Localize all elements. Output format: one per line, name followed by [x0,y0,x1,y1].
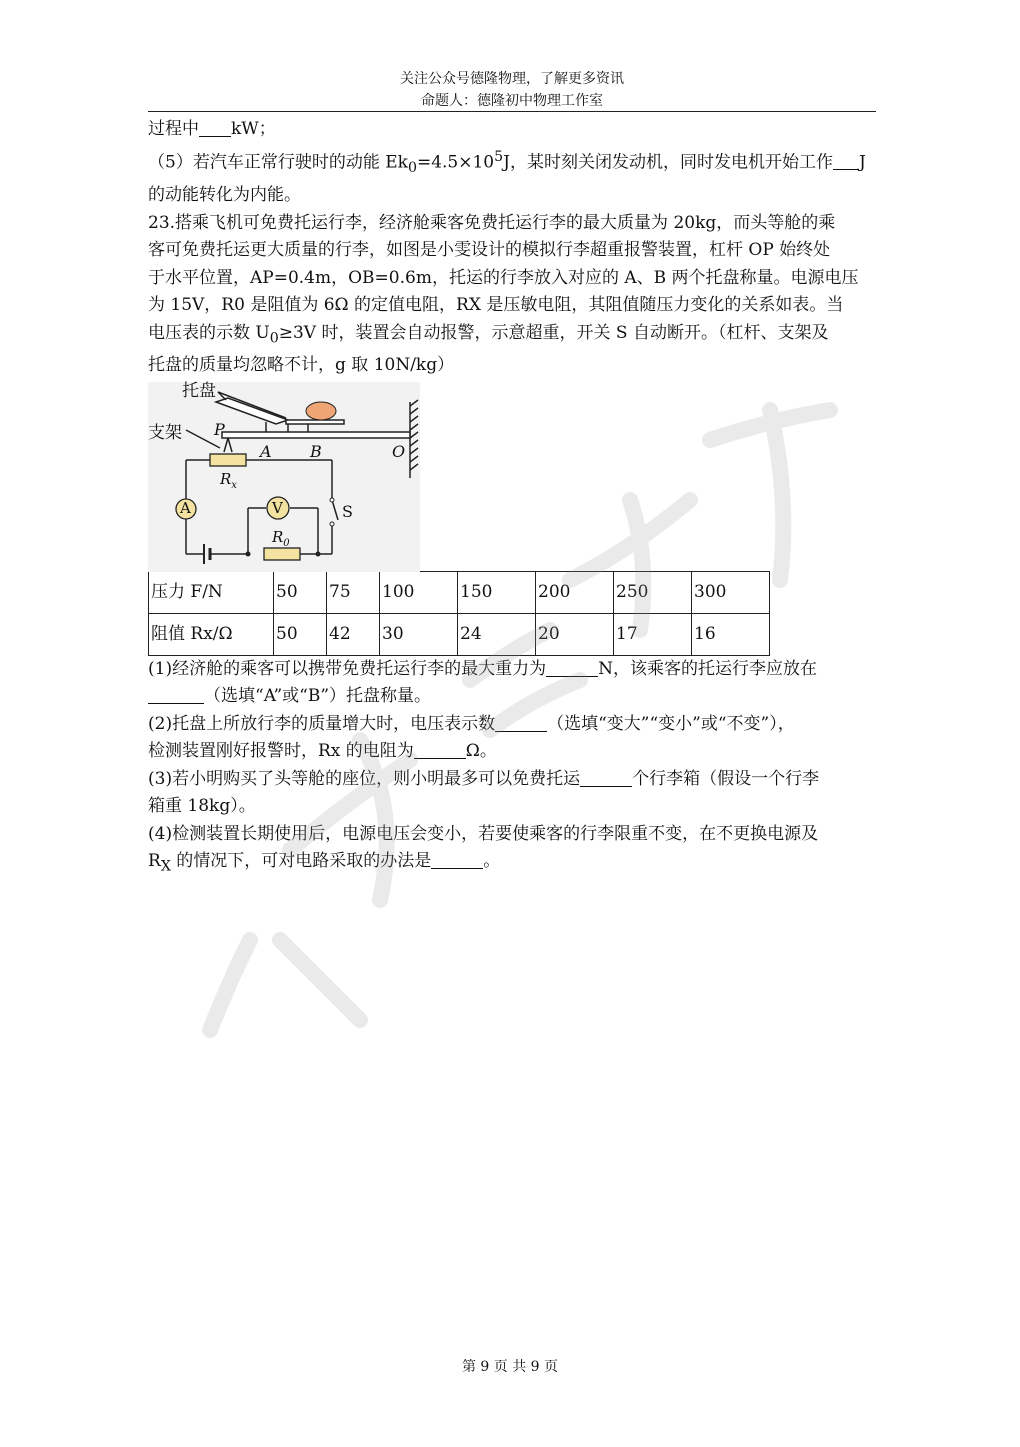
label-b: B [310,441,322,461]
label-switch: S [342,501,353,521]
label-tray: 托盘 [182,380,216,401]
question-3-line-1 [148,766,878,794]
table-cell: 20 [536,613,614,655]
text: （选填“变大”“变小”或“不变”）， [547,713,795,734]
answer-blank [495,711,547,732]
voltmeter-label: V [272,498,283,517]
prev-line-1 [148,116,878,144]
page-content [148,116,878,881]
answer-blank [414,738,466,759]
label-o: O [392,441,406,461]
text: 个行李箱（假设一个行李 [632,768,820,789]
q23-line-2: 客可免费托运更大质量的行李，如图是小雯设计的模拟行李超重报警装置，杠杆 OP 始终处 [148,240,831,261]
superscript: 5 [494,148,504,165]
text: ≥3V 时，装置会自动报警，示意超重，开关 S 自动断开。（杠杆、支架及 [278,322,829,343]
text: kW； [231,119,276,139]
pressure-resistance-table [148,571,770,656]
text: 电压表的示数 U [148,322,270,343]
text: N，该乘客的托运行李应放在 [598,658,817,679]
subscript: X [160,858,171,875]
question-4-line-2 [148,848,878,881]
table-cell: 50 [274,613,327,655]
label-bracket: 支架 [148,422,182,443]
answer-blank [148,683,204,704]
label-r0 [272,524,290,558]
answer-blank [199,116,231,137]
q23-line-3: 于水平位置，AP=0.4m，OB=0.6m，托运的行李放入对应的 A、B 两个托盘称量。电源电压 [148,267,859,288]
table-cell: 100 [380,571,458,613]
question-3-line-2: 箱重 18kg）。 [148,796,256,817]
question-2-line-2 [148,738,878,766]
text: 的情况下，可对电路采取的办法是 [170,851,432,872]
q23-line-4: 为 15V，R0 是阻值为 6Ω 的定值电阻，RX 是压敏电阻，其阻值随压力变化的关系如表。当 [148,295,844,316]
table-cell: 阻值 Rx/Ω [149,613,274,655]
question-2-line-1 [148,711,878,739]
text: J，某时刻关闭发动机，同时发电机开始工作 [503,152,833,173]
text: J [858,152,866,173]
table-cell: 42 [327,613,380,655]
table-cell: 300 [692,571,770,613]
page-footer: 第 9 页 共 9 页 [461,1359,559,1375]
table-cell: 24 [458,613,536,655]
text: (3)若小明购买了头等舱的座位，则小明最多可以免费托运 [148,768,581,789]
prev-line-3: 的动能转化为内能。 [148,185,301,206]
text: (2)托盘上所放行李的质量增大时，电压表示数 [148,713,496,734]
text: (1)经济舱的乘客可以携带免费托运行李的最大重力为 [148,658,547,679]
label-a: A [260,441,272,461]
answer-blank [580,766,632,787]
text: （5）若汽车正常行驶时的动能 Ek [148,152,408,173]
header-line-2: 命题人：德隆初中物理工作室 [421,93,603,109]
answer-blank [431,848,483,869]
table-cell: 250 [614,571,692,613]
text: Ω。 [465,741,497,762]
label-rx [220,466,237,500]
table-cell: 150 [458,571,536,613]
text: （选填“A”或“B”）托盘称量。 [204,686,432,707]
question-1-line-1 [148,656,878,684]
circuit-figure [148,382,420,572]
table-row [149,613,770,655]
text: 过程中 [148,119,199,139]
table-row [149,571,770,613]
table-cell: 75 [327,571,380,613]
table-cell: 50 [274,571,327,613]
table-cell: 200 [536,571,614,613]
subscript: 0 [283,537,290,549]
ammeter-label: A [180,498,191,517]
subscript: 0 [407,159,417,176]
text: R [148,851,161,872]
question-1-line-2 [148,683,878,711]
text: R [220,469,232,488]
answer-blank [833,149,859,170]
label-p: P [214,419,225,439]
text: R [272,527,284,546]
subscript: 0 [269,329,279,346]
answer-blank [546,656,598,677]
q23-line-1: 23.搭乘飞机可免费托运行李，经济舱乘客免费托运行李的最大质量为 20kg，而头等舱的乘 [148,212,836,233]
prev-line-2 [148,144,878,183]
table-cell: 17 [614,613,692,655]
text: 检测装置刚好报警时，Rx 的电阻为 [148,741,414,762]
table-cell: 16 [692,613,770,655]
table-cell: 30 [380,613,458,655]
text: 。 [483,851,501,872]
question-4-line-1: (4)检测装置长期使用后，电源电压会变小，若要使乘客的行李限重不变，在不更换电源及 [148,823,819,844]
header-line-1: 关注公众号德隆物理，了解更多资讯 [400,71,624,87]
text: =4.5×10 [416,152,495,173]
header-rule [148,111,876,112]
page-header [148,68,876,112]
subscript: x [231,479,237,491]
q23-line-6: 托盘的质量均忽略不计，g 取 10N/kg） [148,355,455,376]
q23-line-5 [148,320,878,353]
table-cell: 压力 F/N [149,571,274,613]
